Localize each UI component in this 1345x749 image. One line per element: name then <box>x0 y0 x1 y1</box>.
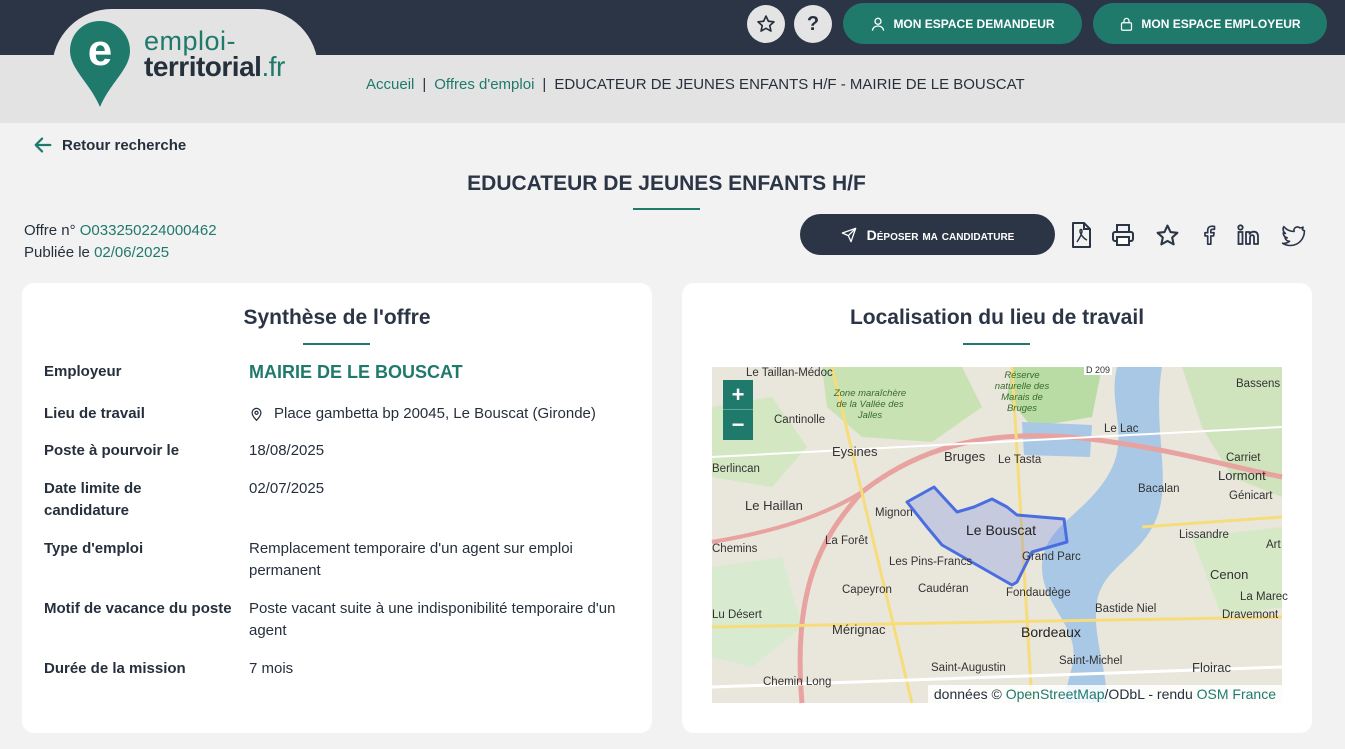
job-type-label: Type d'emploi <box>44 540 144 557</box>
breadcrumb-separator: | <box>422 76 427 93</box>
offer-number[interactable]: O033250224000462 <box>79 222 217 239</box>
map-label: D 209 <box>1086 365 1111 375</box>
map-label: La Marec <box>1240 591 1288 603</box>
zoom-out-button[interactable]: − <box>723 410 753 440</box>
map-label: Lormont <box>1218 468 1266 483</box>
twitter-icon <box>1279 223 1305 247</box>
published-label: Publiée le <box>24 244 90 261</box>
seeker-space-button[interactable] <box>843 3 1082 44</box>
svg-text:e: e <box>87 26 113 75</box>
map-label: Les Pins-Francs <box>889 556 973 568</box>
lock-icon <box>1119 16 1134 32</box>
star-icon <box>756 14 776 34</box>
map-label: Cantinolle <box>774 414 826 426</box>
map-label: Le Haillan <box>745 498 803 513</box>
deadline-label: Date limite de candidature <box>44 480 142 519</box>
workplace-text: Place gambetta bp 20045, Le Bouscat (Gironde) <box>274 405 596 422</box>
map-label: Chemins <box>712 543 758 555</box>
map-label: Floirac <box>1192 660 1232 675</box>
map-label: Grand Parc <box>1022 551 1081 563</box>
start-date-label: Poste à pourvoir le <box>44 442 180 459</box>
back-to-search-link[interactable] <box>32 134 186 156</box>
offer-meta <box>24 220 217 264</box>
employer-link[interactable]: MAIRIE DE LE BOUSCAT <box>249 362 463 382</box>
map-label: Dravemont <box>1222 609 1279 621</box>
back-to-search-label: Retour recherche <box>62 136 187 154</box>
map-label: Zone maraîchère de la Vallée des Jalles <box>833 388 907 421</box>
star-icon <box>1155 223 1180 248</box>
help-icon: ? <box>806 12 820 35</box>
map-label: Bassens <box>1236 378 1281 390</box>
map-label: Bacalan <box>1138 483 1180 495</box>
map-label: Capeyron <box>842 584 892 596</box>
map-label: Lissandre <box>1179 529 1229 541</box>
apply-button[interactable] <box>800 214 1055 255</box>
logo-text-top: emploi- <box>144 26 237 56</box>
map-label: Mérignac <box>832 622 886 637</box>
map-label: Caudéran <box>918 583 969 595</box>
location-pin-icon <box>249 406 264 422</box>
print-icon <box>1111 223 1135 247</box>
map-label: Bordeaux <box>1021 624 1081 640</box>
twitter-share-button[interactable] <box>1279 222 1305 248</box>
zoom-in-button[interactable]: + <box>723 380 753 410</box>
map-label: Saint-Augustin <box>931 662 1006 674</box>
map-label: Berlincan <box>712 463 760 475</box>
map-label: Le Lac <box>1104 423 1139 435</box>
site-logo[interactable] <box>52 9 318 123</box>
deadline-value: 02/07/2025 <box>249 480 325 497</box>
employer-label: Employeur <box>44 363 122 380</box>
linkedin-icon <box>1236 223 1260 247</box>
start-date-value: 18/08/2025 <box>249 442 325 459</box>
osm-link[interactable]: OpenStreetMap <box>1005 686 1105 702</box>
send-icon <box>841 227 857 243</box>
employer-space-button[interactable] <box>1093 3 1327 44</box>
map-label: Saint-Michel <box>1059 655 1123 667</box>
map-label: La Forêt <box>825 535 868 547</box>
map-label: Carriet <box>1226 452 1261 464</box>
vacancy-reason-label: Motif de vacance du poste <box>44 600 232 617</box>
location-map[interactable] <box>712 365 1288 703</box>
job-title: EDUCATEUR DE JEUNES ENFANTS H/F <box>467 172 866 195</box>
offer-number-label: Offre n° <box>24 222 76 239</box>
breadcrumb-separator: | <box>542 76 547 93</box>
map-label: Chemin Long <box>763 676 832 688</box>
location-title: Localisation du lieu de travail <box>849 306 1145 329</box>
workplace-value <box>249 403 629 425</box>
logo-text-bottom: territorial.fr <box>144 51 285 82</box>
map-attribution: données © OpenStreetMap/ODbL - rendu OSM France <box>928 685 1282 703</box>
seeker-space-label: MON ESPACE DEMANDEUR <box>893 16 1055 31</box>
breadcrumb-current: EDUCATEUR DE JEUNES ENFANTS H/F - MAIRIE DE LE BOUSCAT <box>554 76 1025 93</box>
map-label: Le Tasta <box>998 454 1042 466</box>
summary-title: Synthèse de l'offre <box>243 306 431 329</box>
map-label: Eysines <box>832 444 878 459</box>
map-label: Mignon <box>875 507 913 519</box>
location-title-underline <box>963 343 1030 345</box>
mission-duration-value: 7 mois <box>249 660 294 677</box>
facebook-share-button[interactable] <box>1196 222 1222 248</box>
logo-pin-e-icon <box>70 21 130 107</box>
help-button[interactable] <box>794 5 832 43</box>
job-type-value: Remplacement temporaire d'un agent sur emploi permanent <box>249 540 573 579</box>
map-label: Réserve naturelle des Marais de Bruges <box>994 370 1050 414</box>
apply-label: Déposer ma candidature <box>866 226 1015 243</box>
user-icon <box>870 16 886 32</box>
pdf-button[interactable] <box>1068 222 1094 248</box>
mission-duration-label: Durée de la mission <box>44 660 186 677</box>
map-label: Lu Désert <box>712 609 762 621</box>
breadcrumb <box>366 76 1025 93</box>
map-label: Le Taillan-Médoc <box>746 367 833 379</box>
map-label: Bastide Niel <box>1095 603 1157 615</box>
published-date[interactable]: 02/06/2025 <box>94 244 170 261</box>
pdf-icon <box>1069 222 1093 248</box>
favorites-button[interactable] <box>747 5 785 43</box>
facebook-icon <box>1198 223 1220 247</box>
map-label: Génicart <box>1229 490 1273 502</box>
breadcrumb-offers[interactable]: Offres d'emploi <box>434 76 535 93</box>
map-label: Cenon <box>1210 567 1249 582</box>
map-label: Art <box>1266 539 1281 551</box>
employer-space-label: MON ESPACE EMPLOYEUR <box>1141 16 1301 31</box>
title-underline <box>633 208 700 210</box>
vacancy-reason-value: Poste vacant suite à une indisponibilité temporaire d'un agent <box>249 600 616 639</box>
map-label-highlight: Le Bouscat <box>966 522 1037 538</box>
linkedin-share-button[interactable] <box>1235 222 1261 248</box>
osm-france-link[interactable]: OSM France <box>1196 686 1276 702</box>
breadcrumb-home[interactable]: Accueil <box>366 76 415 93</box>
print-button[interactable] <box>1110 222 1136 248</box>
map-label: Bruges <box>944 449 986 464</box>
summary-title-underline <box>303 343 370 345</box>
arrow-left-icon <box>32 134 54 156</box>
workplace-label: Lieu de travail <box>44 405 145 422</box>
favorite-offer-button[interactable] <box>1154 222 1180 248</box>
map-label: Fondaudège <box>1006 587 1071 599</box>
